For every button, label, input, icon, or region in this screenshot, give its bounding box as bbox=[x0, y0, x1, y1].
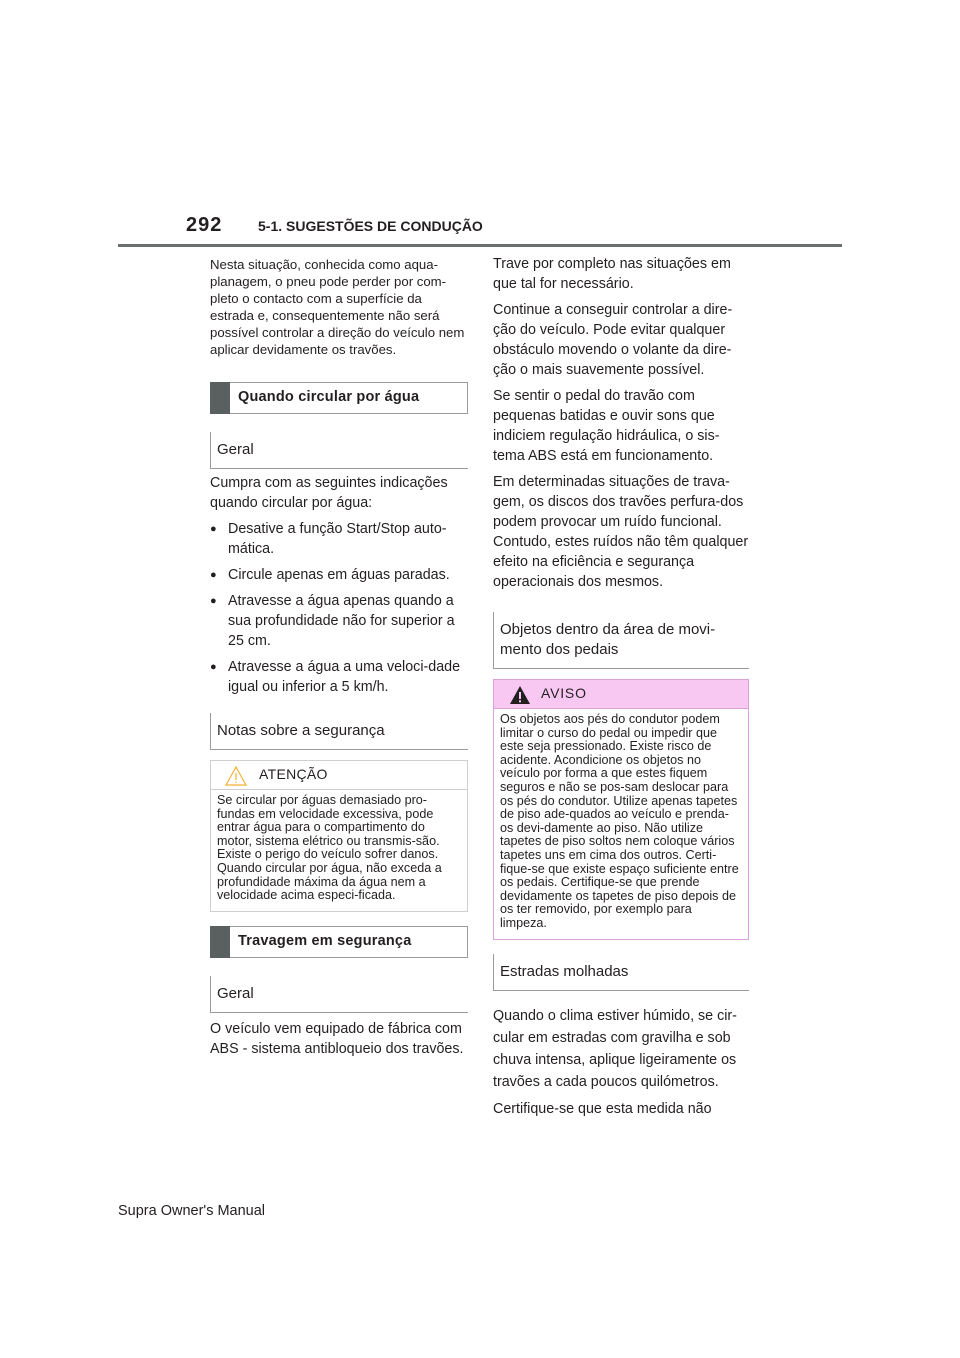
water-bullet-list bbox=[210, 519, 468, 697]
paragraph: Continue a conseguir controlar a dire-ção do veículo. Pode evitar qualquer obstáculo movendo o volante da dire-ção o mais suavemente possível. bbox=[493, 302, 733, 378]
chapter-title: 5-1. SUGESTÕES DE CONDUÇÃO bbox=[258, 218, 483, 234]
header-rule bbox=[118, 244, 842, 247]
page-number: 292 bbox=[186, 214, 223, 236]
attention-text: Se circular por águas demasiado pro-fundas em velocidade excessiva, pode entrar água para o compartimento do motor, sistema elétrico ou transmis-são. Existe o perigo do veículo sofrer danos. Quando circular por água, não exceda a profundidade máxima da água nem a velocidade acima especi-ficada. bbox=[217, 793, 442, 903]
right-column bbox=[493, 254, 749, 1125]
aviso-label: AVISO bbox=[541, 685, 587, 701]
aviso-text: Os objetos aos pés do condutor podem limitar o curso do pedal ou impedir que este seja pressionado. Existe risco de acidente. Acondicione os objetos no veículo por forma a que estes fiquem seguros e não se pos-sam deslocar para os pés do condutor. Utilize apenas tapetes de piso ade-quados ao veículo e prenda-os devi-damente ao piso. Não utilize tapetes de piso soltos nem coloque vários tapetes uns em cima dos outros. Certi-fique-se que existe espaço suficiente entre os pedais. Certifique-se que prende devidamente os tapetes de piso depois de os ter removido, por exemplo para limpeza. bbox=[500, 712, 739, 930]
attention-box bbox=[210, 760, 468, 912]
aviso-box bbox=[493, 679, 749, 940]
paragraph: Em determinadas situações de trava-gem, os discos dos travões perfura-dos podem provocar um ruído funcional. Contudo, estes ruídos não têm qualquer efeito na eficiência e segurança operacionais dos mesmos. bbox=[493, 474, 749, 590]
section-heading-text: Quando circular por água bbox=[238, 389, 420, 405]
paragraph: Trave por completo nas situações em que tal for necessário. bbox=[493, 256, 731, 292]
section-heading-bar bbox=[210, 926, 230, 958]
footer-manual-title: Supra Owner's Manual bbox=[118, 1203, 266, 1219]
list-item: ● Atravesse a água apenas quando a sua profundidade não for superior a 25 cm. bbox=[210, 591, 468, 651]
attention-label: ATENÇÃO bbox=[259, 766, 328, 782]
section-heading-braking bbox=[210, 926, 468, 958]
subheading-safety-notes: Notas sobre a segurança bbox=[210, 713, 468, 750]
intro-paragraph: Nesta situação, conhecida como aqua-planagem, o pneu pode perder por com-pleto o contacto com a superfície da estrada e, consequentemente não será possível controlar a direção do veículo nem aplicar devidamente os travões. bbox=[210, 257, 465, 357]
paragraph: Certifique-se que esta medida não bbox=[493, 1100, 712, 1117]
section-heading-water bbox=[210, 382, 468, 414]
subheading-wet-roads: Estradas molhadas bbox=[493, 954, 749, 991]
subheading-general: Geral bbox=[210, 976, 468, 1013]
abs-paragraph: O veículo vem equipado de fábrica com ABS - sistema antibloqueio dos travões. bbox=[210, 1020, 464, 1057]
section-heading-bar bbox=[210, 382, 230, 414]
list-item: ● Circule apenas em águas paradas. bbox=[210, 565, 468, 585]
left-column bbox=[210, 254, 468, 1065]
attention-header bbox=[211, 761, 467, 790]
paragraph: Quando o clima estiver húmido, se cir-cular em estradas com gravilha e sob chuva intensa, aplique ligeiramente os travões a cada poucos quilómetros. bbox=[493, 1007, 737, 1090]
aviso-header bbox=[494, 680, 748, 709]
warning-triangle-icon bbox=[509, 685, 531, 705]
list-item: ● Desative a função Start/Stop auto-mática. bbox=[210, 519, 468, 559]
water-instructions: Cumpra com as seguintes indicações quando circular por água: bbox=[210, 475, 448, 511]
paragraph: Se sentir o pedal do travão com pequenas batidas e ouvir sons que indiciem regulação hidráulica, o sis-tema ABS está em funcionamento. bbox=[493, 388, 720, 464]
section-heading-text: Travagem em segurança bbox=[238, 932, 412, 949]
warning-triangle-icon bbox=[225, 766, 247, 786]
subheading-pedal-objects: Objetos dentro da área de movi-mento dos pedais bbox=[493, 612, 749, 669]
list-item: ● Atravesse a água a uma veloci-dade igual ou inferior a 5 km/h. bbox=[210, 657, 468, 697]
subheading-general: Geral bbox=[210, 432, 468, 469]
